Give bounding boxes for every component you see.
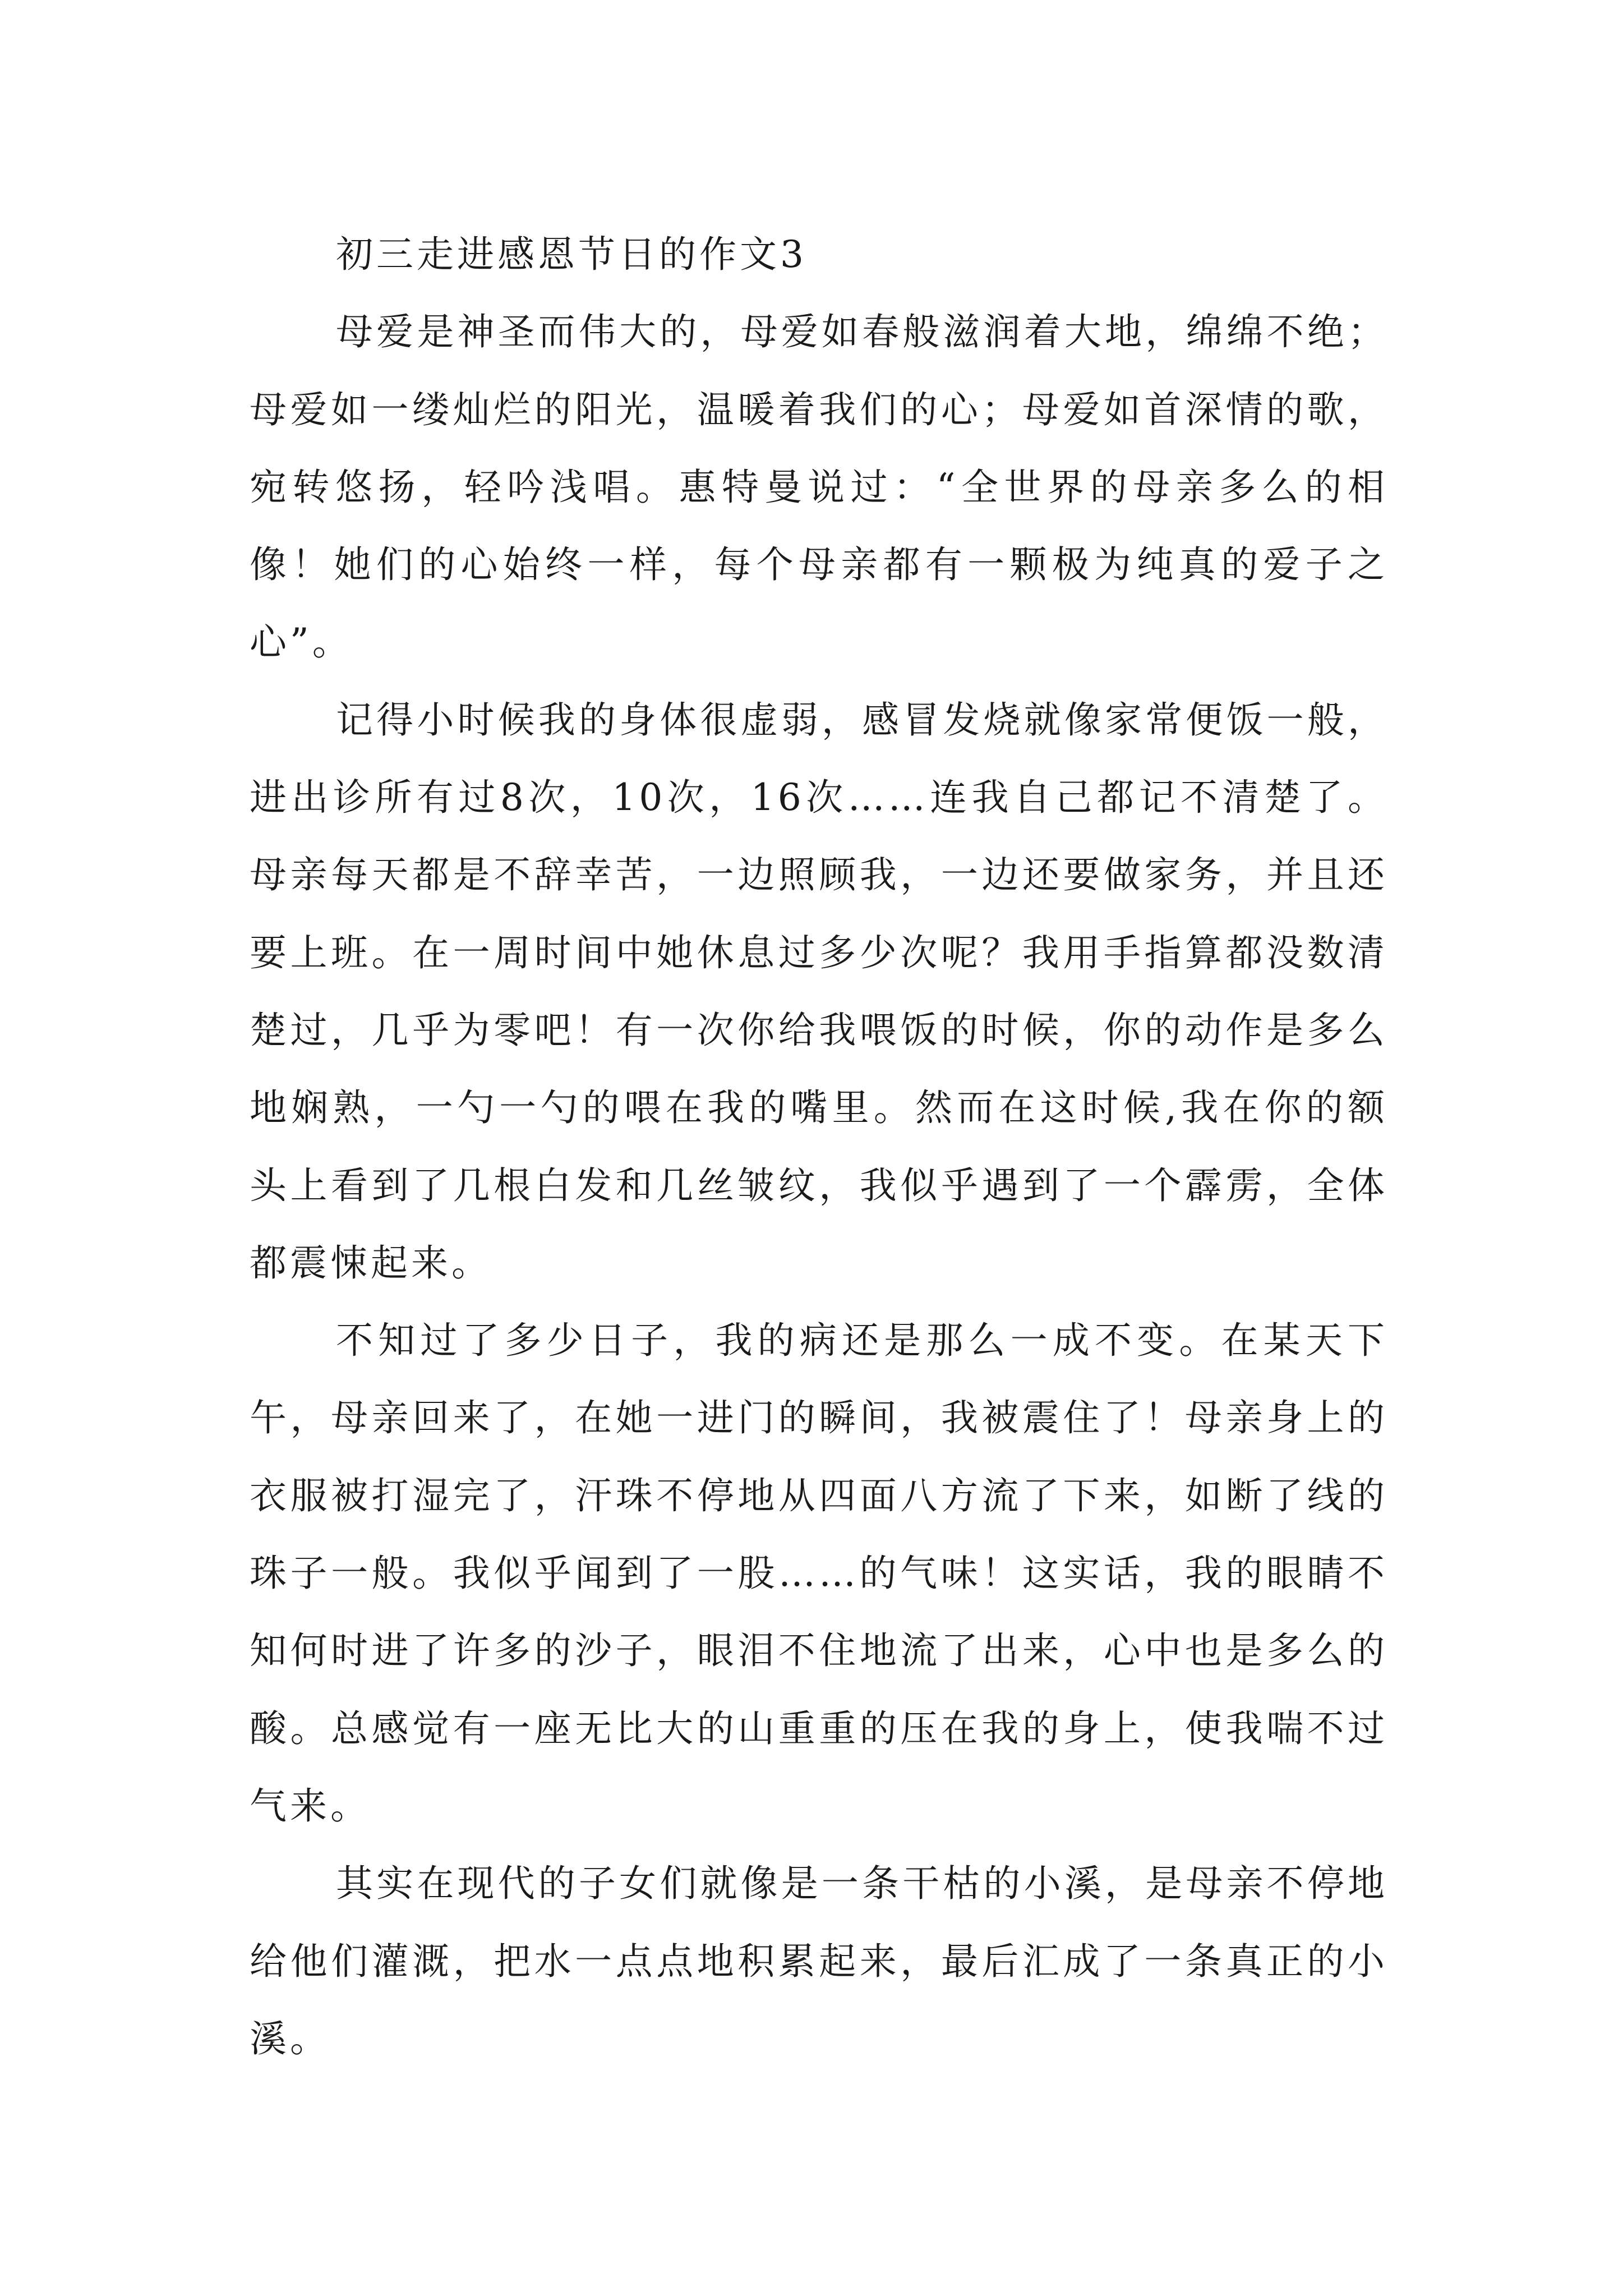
paragraph-4: 其实在现代的子女们就像是一条干枯的小溪，是母亲不停地给他们灌溉，把水一点点地积累起来，最后汇成了一条真正的小溪。 (250, 1862, 1388, 2060)
document-body (250, 216, 1388, 2078)
paragraph-3: 不知过了多少日子，我的病还是那么一成不变。在某天下午，母亲回来了，在她一进门的瞬间，我被震住了！母亲身上的衣服被打湿完了，汗珠不停地从四面八方流了下来，如断了线的珠子一般。我似乎闻到了一股……的气味！这实话，我的眼睛不知何时进了许多的沙子，眼泪不住地流了出来，心中也是多么的酸。总感觉有一座无比大的山重重的压在我的身上，使我喘不过气来。 (250, 1319, 1388, 1828)
paragraph-1: 母爱是神圣而伟大的，母爱如春般滋润着大地，绵绵不绝；母爱如一缕灿烂的阳光，温暖着我们的心；母爱如首深情的歌，宛转悠扬，轻吟浅唱。惠特曼说过：“全世界的母亲多么的相像！她们的心始终一样，每个母亲都有一颗极为纯真的爱子之心”。 (250, 310, 1388, 664)
paragraph-2: 记得小时候我的身体很虚弱，感冒发烧就像家常便饭一般，进出诊所有过8次，10次，16次……连我自己都记不清楚了。母亲每天都是不辞幸苦，一边照顾我，一边还要做家务，并且还要上班。在一周时间中她休息过多少次呢？我用手指算都没数清楚过，几乎为零吧！有一次你给我喂饭的时候，你的动作是多么地娴熟，一勺一勺的喂在我的嘴里。然而在这时候,我在你的额头上看到了几根白发和几丝皱纹，我似乎遇到了一个霹雳，全体都震悚起来。 (250, 698, 1388, 1285)
essay-title: 初三走进感恩节日的作文3 (336, 233, 807, 276)
